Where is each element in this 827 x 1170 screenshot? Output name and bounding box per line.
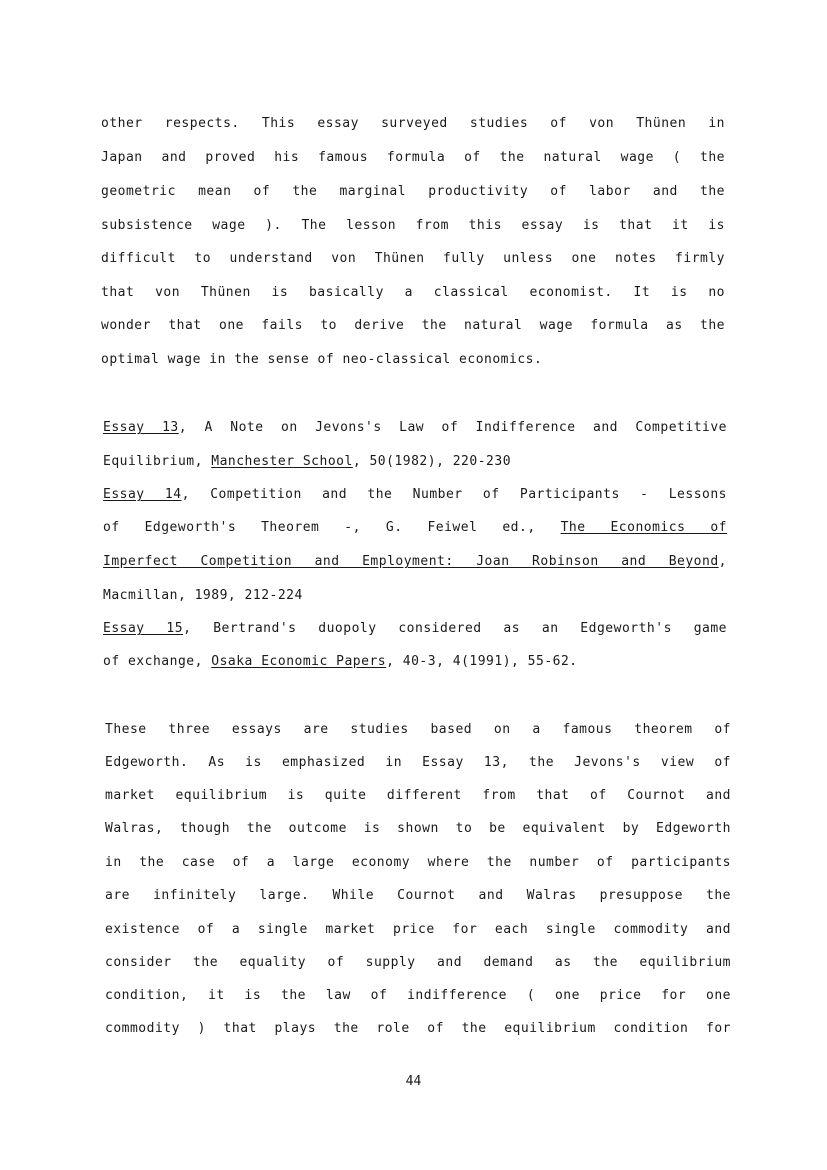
journal-title: Manchester School bbox=[211, 454, 353, 469]
reference-text: , Competition and the Number of Participants - Lessons bbox=[181, 487, 727, 502]
reference-text: of exchange, bbox=[103, 654, 212, 669]
reference-text: of Edgeworth's Theorem -, G. Feiwel ed., bbox=[103, 520, 561, 535]
reference-text: , 40-3, 4(1991), 55-62. bbox=[386, 654, 578, 669]
text-line: geometric mean of the marginal productivity of labor and the bbox=[101, 184, 725, 199]
text-line: that von Thünen is basically a classical economist. It is no bbox=[101, 285, 725, 300]
text-line: condition, it is the law of indifference ( one price for one bbox=[105, 988, 731, 1003]
page-number: 44 bbox=[405, 1074, 422, 1089]
reference-line: Macmillan, 1989, 212-224 bbox=[103, 588, 303, 603]
reference-line bbox=[103, 419, 727, 437]
text-line: consider the equality of supply and demand as the equilibrium bbox=[105, 955, 731, 970]
reference-line bbox=[103, 620, 727, 638]
reference-line bbox=[103, 653, 578, 671]
text-line: wonder that one fails to derive the natural wage formula as the bbox=[101, 318, 725, 333]
text-line: are infinitely large. While Cournot and Walras presuppose the bbox=[105, 888, 731, 903]
text-line: subsistence wage ). The lesson from this essay is that it is bbox=[101, 218, 725, 233]
essay-label: Essay 14 bbox=[103, 487, 182, 502]
text-line: other respects. This essay surveyed studies of von Thünen in bbox=[101, 116, 725, 131]
text-line: optimal wage in the sense of neo-classical economics. bbox=[101, 352, 543, 367]
reference-line bbox=[103, 519, 727, 537]
reference-text: , A Note on Jevons's Law of Indifference and Competitive bbox=[178, 420, 727, 435]
book-title: The Economics of bbox=[560, 520, 727, 535]
text-line: in the case of a large economy where the number of participants bbox=[105, 855, 731, 870]
text-line: Edgeworth. As is emphasized in Essay 13, the Jevons's view of bbox=[105, 755, 731, 770]
journal-title: Osaka Economic Papers bbox=[211, 654, 387, 669]
reference-text: , Bertrand's duopoly considered as an Edgeworth's game bbox=[183, 621, 728, 636]
reference-text: , bbox=[718, 554, 727, 569]
reference-text: Equilibrium, bbox=[103, 454, 212, 469]
essay-label: Essay 13 bbox=[103, 420, 179, 435]
text-line: commodity ) that plays the role of the equilibrium condition for bbox=[105, 1021, 731, 1036]
text-line: existence of a single market price for each single commodity and bbox=[105, 922, 731, 937]
reference-text: , 50(1982), 220-230 bbox=[352, 454, 512, 469]
essay-label: Essay 15 bbox=[103, 621, 184, 636]
reference-line bbox=[103, 486, 727, 504]
text-line: difficult to understand von Thünen fully unless one notes firmly bbox=[101, 251, 725, 266]
reference-line bbox=[103, 553, 727, 571]
text-line: market equilibrium is quite different from that of Cournot and bbox=[105, 788, 731, 803]
book-title: Imperfect Competition and Employment: Joan Robinson and Beyond bbox=[103, 554, 719, 569]
text-line: Japan and proved his famous formula of the natural wage ( the bbox=[101, 150, 725, 165]
text-line: These three essays are studies based on a famous theorem of bbox=[105, 722, 731, 737]
reference-line bbox=[103, 453, 511, 471]
text-line: Walras, though the outcome is shown to be equivalent by Edgeworth bbox=[105, 821, 731, 836]
